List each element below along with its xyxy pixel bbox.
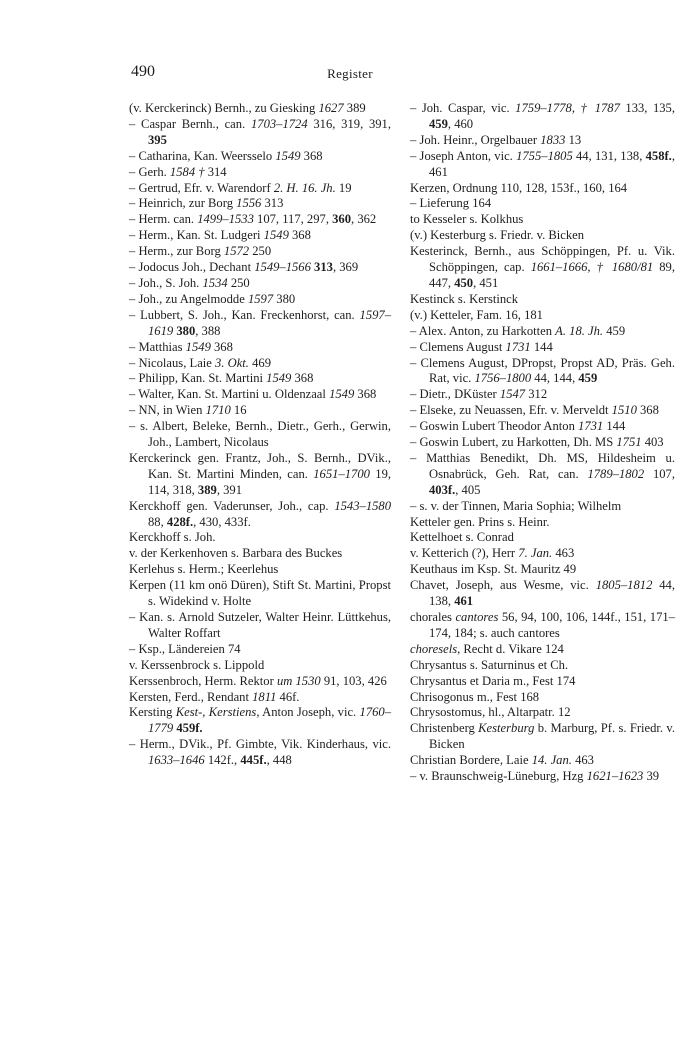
- index-entry: – Matthias 1549 368: [129, 339, 233, 354]
- index-entry: – Gerh. 1584 † 314: [129, 164, 227, 179]
- index-entry: Chrisogonus m., Fest 168: [410, 689, 540, 704]
- index-entry: Keuthaus im Ksp. St. Mauritz 49: [410, 562, 577, 577]
- index-entry: – Caspar Bernh., can. 1703–1724 316, 319, 391, 395: [129, 116, 392, 147]
- index-entry: Kerlehus s. Herm.; Keerlehus: [129, 562, 279, 577]
- index-entry: Kerzen, Ordnung 110, 128, 153f., 160, 164: [410, 180, 628, 195]
- index-entry: Kerpen (11 km onö Düren), Stift St. Martini, Propst s. Widekind v. Holte: [129, 578, 391, 609]
- index-entry: – Joh. Caspar, vic. 1759–1778, † 1787 133, 135, 459, 460: [410, 101, 676, 131]
- index-entry: – Joh. Heinr., Orgelbauer 1833 13: [410, 132, 582, 147]
- index-entry: Chavet, Joseph, aus Wesme, vic. 1805–1812 44, 138, 461: [410, 578, 675, 609]
- index-entry: (v. Kerckerinck) Bernh., zu Giesking 1627 389: [129, 101, 366, 115]
- index-entry: Kestinck s. Kerstinck: [410, 291, 519, 306]
- index-entry: Kersting Kest-, Kerstiens, Anton Joseph, vic. 1760–1779 459f.: [129, 705, 391, 736]
- index-entry: chorales cantores 56, 94, 100, 106, 144f., 151, 171–174, 184; s. auch cantores: [410, 610, 675, 640]
- index-entry: – Catharina, Kan. Weersselo 1549 368: [129, 148, 323, 163]
- index-entry: choresels, Recht d. Vikare 124: [410, 641, 564, 656]
- index-entry: – s. v. der Tinnen, Maria Sophia; Wilhelm: [410, 498, 622, 513]
- index-entry: Kerssenbroch, Herm. Rektor um 1530 91, 103, 426: [129, 673, 387, 688]
- index-entry: Christenberg Kesterburg b. Marburg, Pf. s. Friedr. v. Bicken: [410, 721, 675, 752]
- index-entry: – Joseph Anton, vic. 1755–1805 44, 131, 138, 458f., 461: [410, 148, 675, 179]
- index-entry: v. Ketterich (?), Herr 7. Jan. 463: [410, 546, 575, 561]
- running-header: Register: [327, 66, 373, 81]
- index-entry: Chrysantus et Daria m., Fest 174: [410, 673, 576, 688]
- index-entry: – Joh., S. Joh. 1534 250: [129, 275, 250, 290]
- index-entry: (v.) Kesterburg s. Friedr. v. Bicken: [410, 228, 585, 243]
- index-entry: – Kan. s. Arnold Sutzeler, Walter Heinr. Lüttkehus, Walter Roffart: [129, 610, 391, 640]
- index-entry: – v. Braunschweig-Lüneburg, Hzg 1621–1623 39: [410, 769, 660, 784]
- index-entry: – Clemens August 1731 144: [410, 339, 553, 354]
- index-entry: – Dietr., DKüster 1547 312: [410, 387, 548, 402]
- index-entry: Kerckhoff s. Joh.: [129, 530, 216, 545]
- index-entry: – Lieferung 164: [410, 196, 492, 211]
- index-entry: – Heinrich, zur Borg 1556 313: [129, 196, 284, 211]
- index-entry: – Herm., zur Borg 1572 250: [129, 244, 272, 259]
- index-entry: – Goswin Lubert Theodor Anton 1731 144: [410, 419, 626, 434]
- index-entry: – NN, in Wien 1710 16: [129, 403, 247, 418]
- index-entry: – Gertrud, Efr. v. Warendorf 2. H. 16. Jh. 19: [129, 180, 352, 195]
- index-entry: – Elseke, zu Neuassen, Efr. v. Merveldt 1510 368: [410, 403, 659, 418]
- index-entry: Chrysostomus, hl., Altarpatr. 12: [410, 705, 571, 720]
- index-entry: v. Kerssenbrock s. Lippold: [129, 657, 265, 672]
- index-column-right: [410, 101, 675, 785]
- index-entry: – Herm., Kan. St. Ludgeri 1549 368: [129, 228, 311, 243]
- page-number: 490: [131, 63, 155, 80]
- index-entry: to Kesseler s. Kolkhus: [410, 212, 524, 227]
- index-entry: – Herm. can. 1499–1533 107, 117, 297, 360, 362: [129, 212, 377, 227]
- index-entry: Kerckhoff gen. Vaderunser, Joh., cap. 1543–1580 88, 428f., 430, 433f.: [129, 498, 391, 529]
- index-entry: – Herm., DVik., Pf. Gimbte, Vik. Kinderhaus, vic. 1633–1646 142f., 445f., 448: [129, 737, 391, 768]
- index-entry: – Ksp., Ländereien 74: [129, 641, 241, 656]
- index-entry: – Joh., zu Angelmodde 1597 380: [129, 291, 296, 306]
- index-entry: – Jodocus Joh., Dechant 1549–1566 313, 369: [129, 260, 359, 275]
- index-entry: Ketteler gen. Prins s. Heinr.: [410, 514, 550, 529]
- index-entry: – Lubbert, S. Joh., Kan. Freckenhorst, can. 1597–1619 380, 388: [129, 307, 391, 338]
- index-entry: – Alex. Anton, zu Harkotten A. 18. Jh. 459: [410, 323, 626, 338]
- index-entry: – Nicolaus, Laie 3. Okt. 469: [129, 355, 272, 370]
- index-entry: Kesterinck, Bernh., aus Schöppingen, Pf. u. Vik. Schöppingen, cap. 1661–1666, † 1680/81 89, 447, 450, 451: [410, 244, 675, 290]
- index-entry: Kersten, Ferd., Rendant 1811 46f.: [129, 689, 300, 704]
- index-entry: – Walter, Kan. St. Martini u. Oldenzaal 1549 368: [129, 387, 377, 402]
- index-entry: – Philipp, Kan. St. Martini 1549 368: [129, 371, 314, 386]
- index-entry: Chrysantus s. Saturninus et Ch.: [410, 657, 569, 672]
- index-entry: – Clemens August, DPropst, Propst AD, Präs. Geh. Rat, vic. 1756–1800 44, 144, 459: [410, 355, 675, 386]
- index-entry: – Matthias Benedikt, Dh. MS, Hildesheim u. Osnabrück, Geh. Rat, can. 1789–1802 107, 403f., 405: [410, 450, 675, 497]
- index-entry: – Goswin Lubert, zu Harkotten, Dh. MS 1751 403: [410, 435, 664, 450]
- index-column-left: [129, 101, 391, 769]
- index-entry: (v.) Ketteler, Fam. 16, 181: [410, 307, 543, 322]
- index-entry: v. der Kerkenhoven s. Barbara des Buckes: [129, 546, 343, 561]
- index-entry: Kettelhoet s. Conrad: [410, 530, 514, 545]
- index-entry: – s. Albert, Beleke, Bernh., Dietr., Gerh., Gerwin, Joh., Lambert, Nicolaus: [129, 419, 391, 450]
- index-entry: Kerckerinck gen. Frantz, Joh., S. Bernh., DVik., Kan. St. Martini Minden, can. 1651–1700 19, 114, 318, 389, 391: [129, 450, 392, 497]
- index-entry: Christian Bordere, Laie 14. Jan. 463: [410, 753, 594, 768]
